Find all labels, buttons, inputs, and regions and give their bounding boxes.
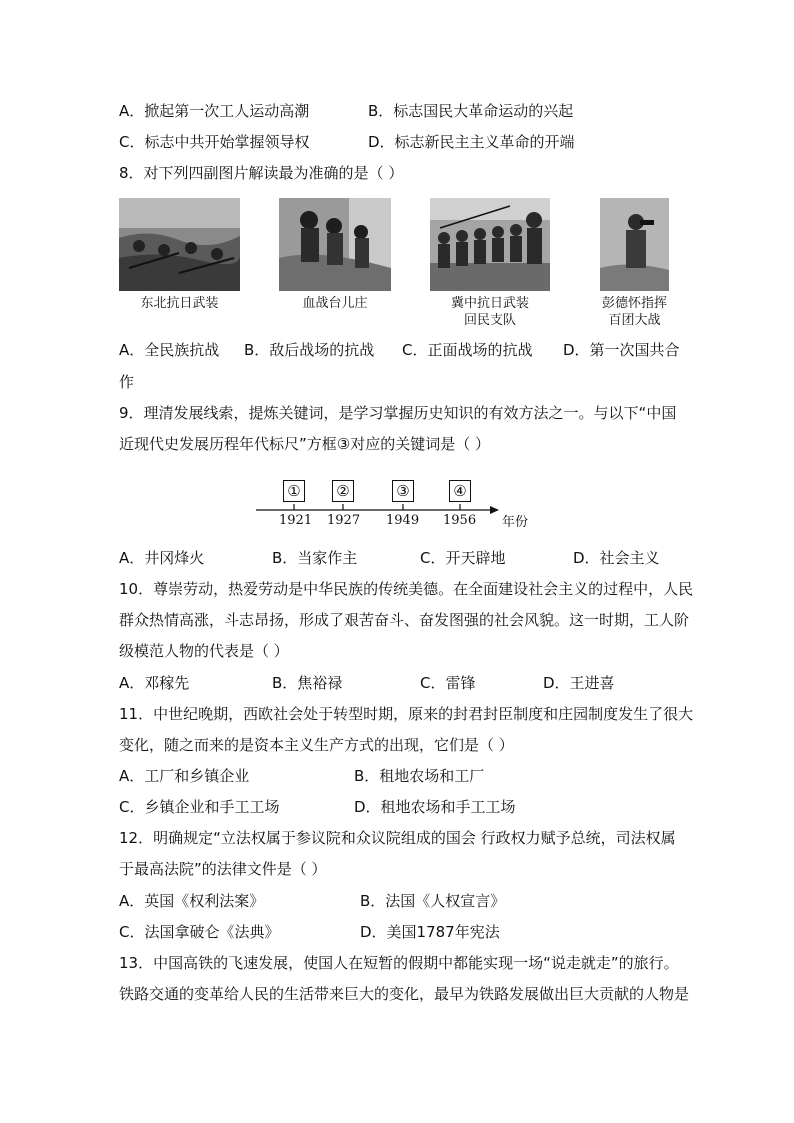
q9-option-b: B．当家作主: [272, 549, 358, 567]
q12-stem-line-1: 12．明确规定“立法权属于参议院和众议院组成的国会 行政权力赋予总统，司法权属: [119, 829, 676, 847]
q11-option-d: D．租地农场和手工工场: [354, 798, 516, 816]
q9-stem-line-2: 近现代史发展历程年代标尺”方框③对应的关键词是（ ）: [119, 435, 490, 453]
q8-option-b: B．敌后战场的抗战: [244, 341, 375, 359]
q11-option-c: C．乡镇企业和手工工场: [119, 798, 280, 816]
photo-peng-dehuai: [600, 198, 669, 291]
q9-option-a: A．井冈烽火: [119, 549, 205, 567]
photo-central-hebei-resistance: [430, 198, 550, 291]
timeline-year-1956: 1956: [443, 513, 477, 528]
q8-option-d: D．第一次国共合: [563, 341, 680, 359]
q8-option-d-wrap: 作: [119, 373, 135, 391]
timeline-year-1921: 1921: [279, 513, 313, 528]
caption-hui-detachment: 回民支队: [463, 313, 516, 328]
caption-peng-dehuai: 彭德怀指挥: [601, 296, 667, 311]
q11-option-a: A．工厂和乡镇企业: [119, 767, 250, 785]
q8-stem: 8．对下列四副图片解读最为准确的是（ ）: [119, 164, 404, 182]
timeline-year-1949: 1949: [386, 513, 420, 528]
q7-option-a: A．掀起第一次工人运动高潮: [119, 102, 310, 120]
timeline-box-4: ④: [449, 480, 471, 502]
q10-stem-line-3: 级模范人物的代表是（ ）: [119, 642, 289, 660]
q11-stem-line-2: 变化，随之而来的是资本主义生产方式的出现，它们是（ ）: [119, 736, 514, 754]
q10-stem-line-2: 群众热情高涨，斗志昂扬，形成了艰苦奋斗、奋发图强的社会风貌。这一时期，工人阶: [119, 611, 690, 629]
q12-option-a: A．英国《权利法案》: [119, 892, 265, 910]
caption-hundred-regiments: 百团大战: [608, 313, 661, 328]
q9-option-d: D．社会主义: [573, 549, 660, 567]
q12-option-d: D．美国1787年宪法: [360, 923, 500, 941]
q11-stem-line-1: 11．中世纪晚期，西欧社会处于转型时期，原来的封君封臣制度和庄园制度发生了很大: [119, 705, 694, 723]
photo-taierzhuang-battle: [279, 198, 391, 291]
q13-stem-line-1: 13．中国高铁的飞速发展，使国人在短暂的假期中都能实现一场“说走就走”的旅行。: [119, 954, 679, 972]
q7-option-b: B．标志国民大革命运动的兴起: [368, 102, 574, 120]
photo-northeast-resistance: [119, 198, 240, 291]
q10-stem-line-1: 10．尊崇劳动，热爱劳动是中华民族的传统美德。在全面建设社会主义的过程中，人民: [119, 580, 694, 598]
q9-option-c: C．开天辟地: [420, 549, 506, 567]
timeline-box-1: ①: [283, 480, 305, 502]
q10-option-b: B．焦裕禄: [272, 674, 343, 692]
q8-option-c: C．正面战场的抗战: [402, 341, 533, 359]
caption-taierzhuang: 血战台儿庄: [302, 296, 368, 311]
q12-option-b: B．法国《人权宣言》: [360, 892, 506, 910]
q10-option-d: D．王进喜: [543, 674, 615, 692]
caption-central-hebei: 冀中抗日武装: [450, 296, 529, 311]
timeline-box-3: ③: [392, 480, 414, 502]
q10-option-a: A．邓稼先: [119, 674, 190, 692]
q13-stem-line-2: 铁路交通的变革给人民的生活带来巨大的变化，最早为铁路发展做出巨大贡献的人物是: [119, 985, 690, 1003]
q7-option-c: C．标志中共开始掌握领导权: [119, 133, 310, 151]
q7-option-d: D．标志新民主主义革命的开端: [368, 133, 575, 151]
caption-northeast: 东北抗日武装: [140, 296, 219, 311]
q10-option-c: C．雷锋: [420, 674, 476, 692]
timeline-axis-unit: 年份: [502, 515, 529, 530]
q8-option-a: A．全民族抗战: [119, 341, 220, 359]
timeline-box-2: ②: [332, 480, 354, 502]
q9-stem-line-1: 9．理清发展线索，提炼关键词，是学习掌握历史知识的有效方法之一。与以下“中国: [119, 404, 677, 422]
timeline-year-1927: 1927: [327, 513, 361, 528]
q11-option-b: B．租地农场和工厂: [354, 767, 485, 785]
q12-stem-line-2: 于最高法院”的法律文件是（ ）: [119, 860, 327, 878]
q12-option-c: C．法国拿破仑《法典》: [119, 923, 280, 941]
